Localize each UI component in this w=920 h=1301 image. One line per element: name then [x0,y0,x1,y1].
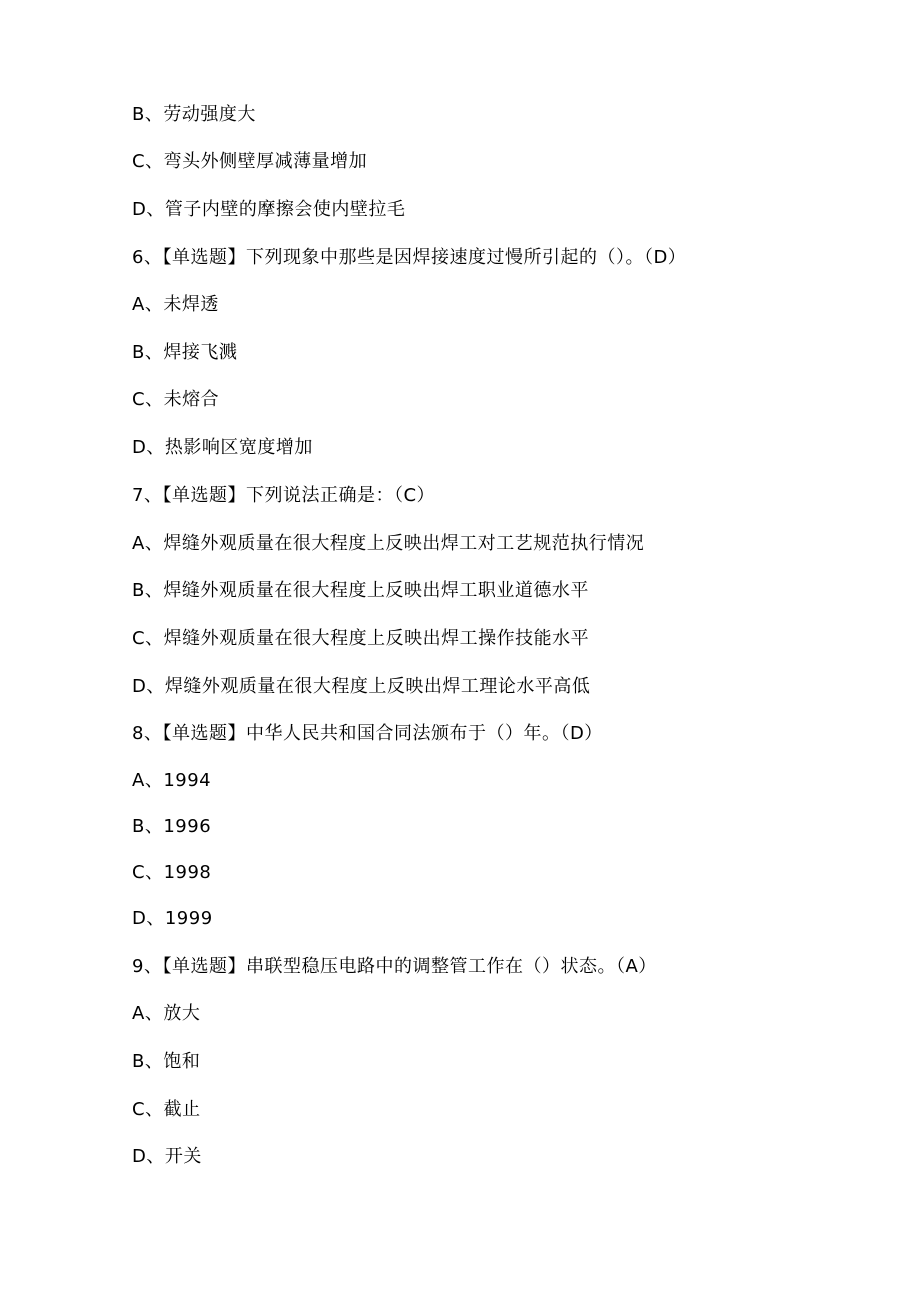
question-line: 6、【单选题】下列现象中那些是因焊接速度过慢所引起的（）。（D） [132,247,687,268]
option-line: C、焊缝外观质量在很大程度上反映出焊工操作技能水平 [132,628,590,649]
question-line: 9、【单选题】串联型稳压电路中的调整管工作在（）状态。（A） [132,956,657,977]
option-line: C、截止 [132,1099,201,1120]
option-line: D、管子内壁的摩擦会使内壁拉毛 [132,199,406,220]
option-line: A、焊缝外观质量在很大程度上反映出焊工对工艺规范执行情况 [132,533,645,554]
option-line: D、开关 [132,1146,202,1167]
option-line: B、1996 [132,816,212,837]
option-line: D、焊缝外观质量在很大程度上反映出焊工理论水平高低 [132,676,591,697]
option-line: B、焊缝外观质量在很大程度上反映出焊工职业道德水平 [132,580,589,601]
question-line: 8、【单选题】中华人民共和国合同法颁布于（）年。（D） [132,723,603,744]
option-line: D、1999 [132,908,213,929]
option-line: A、放大 [132,1003,201,1024]
option-line: B、劳动强度大 [132,104,256,125]
option-line: C、未熔合 [132,389,220,410]
option-line: B、焊接飞溅 [132,342,238,363]
option-line: C、弯头外侧壁厚减薄量增加 [132,151,368,172]
option-line: A、1994 [132,770,212,791]
question-line: 7、【单选题】下列说法正确是：（C） [132,485,436,506]
option-line: B、饱和 [132,1051,201,1072]
option-line: C、1998 [132,862,212,883]
option-line: A、未焊透 [132,294,219,315]
option-line: D、热影响区宽度增加 [132,437,313,458]
